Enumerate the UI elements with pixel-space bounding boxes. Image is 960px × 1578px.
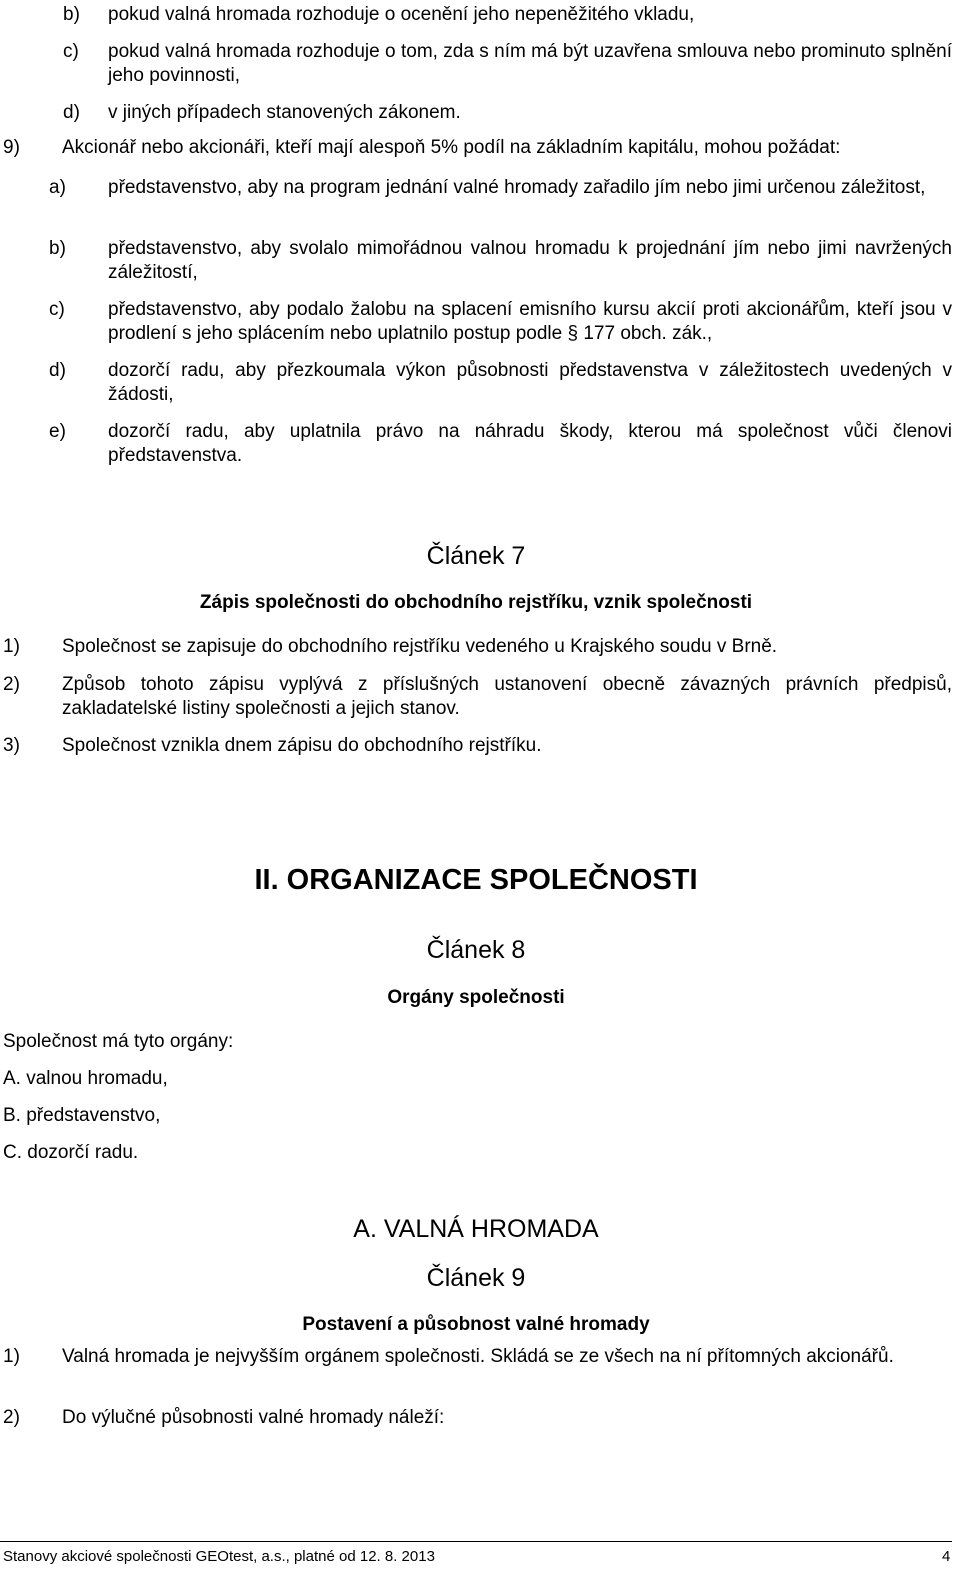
point-text: Do výlučné působnosti valné hromady náleží: [62,1407,445,1428]
article-title: Článek 7 [426,542,526,570]
article-subtitle: Zápis společnosti do obchodního rejstříku, vznik společnosti [199,592,753,613]
point-number: 9) [3,137,20,158]
organ-item: B. představenstvo, [3,1105,161,1126]
point-text: Valná hromada je nejvyšším orgánem společnosti. Skládá se ze všech na ní přítomných akcionářů. [62,1346,894,1367]
page-number: 4 [942,1548,951,1565]
list-label: b) [63,4,80,25]
list-item-text: v jiných případech stanovených zákonem. [108,102,461,123]
point-number: 1) [3,636,20,657]
point-text: Způsob tohoto zápisu vyplývá z příslušných ustanovení obecně závazných právních předpisů, zakladatelské listiny společnosti a jejich stanov. [62,674,952,719]
sublist-item-text: představenstvo, aby svolalo mimořádnou valnou hromadu k projednání jím nebo jimi navržených záležitostí, [108,238,952,283]
point-text: Společnost vznikla dnem zápisu do obchodního rejstříku. [62,735,542,756]
point-number: 2) [3,674,20,695]
point-number: 3) [3,735,20,756]
article-subtitle: Orgány společnosti [387,987,565,1008]
list-item-text: pokud valná hromada rozhoduje o ocenění jeho nepeněžitého vkladu, [108,4,695,25]
organ-item: A. valnou hromadu, [3,1068,168,1089]
footer-text: Stanovy akciové společnosti GEOtest, a.s., platné od 12. 8. 2013 [3,1548,435,1565]
organs-intro: Společnost má tyto orgány: [3,1031,234,1052]
article-subtitle: Postavení a působnost valné hromady [302,1314,650,1335]
part-heading: II. ORGANIZACE SPOLEČNOSTI [254,864,698,896]
sublist-label: c) [49,299,65,320]
sublist-label: d) [49,360,66,381]
footer-divider [0,1541,952,1542]
organ-item: C. dozorčí radu. [3,1142,139,1163]
sublist-item-text: představenstvo, aby podalo žalobu na splacení emisního kursu akcií proti akcionářům, kteří jsou v prodlení s jeho splácením nebo uplatnilo postup podle § 177 obch. zák., [108,299,952,344]
article-title: Článek 9 [426,1264,526,1292]
list-label: c) [63,41,79,62]
sublist-label: a) [49,177,66,198]
point-text: Společnost se zapisuje do obchodního rejstříku vedeného u Krajského soudu v Brně. [62,636,778,657]
sublist-item-text: dozorčí radu, aby přezkoumala výkon působnosti představenstva v záležitostech uvedených v žádosti, [108,360,952,405]
sublist-item-text: představenstvo, aby na program jednání valné hromady zařadilo jím nebo jimi určenou záležitost, [108,177,926,198]
point-number: 2) [3,1407,20,1428]
article-title: Článek 8 [426,936,526,964]
sublist-item-text: dozorčí radu, aby uplatnila právo na náhradu škody, kterou má společnost vůči členovi představenstva. [108,421,952,466]
list-label: d) [63,102,80,123]
point-number: 1) [3,1346,20,1367]
sublist-label: b) [49,238,66,259]
section-heading: A. VALNÁ HROMADA [353,1215,599,1243]
point-text: Akcionář nebo akcionáři, kteří mají alespoň 5% podíl na základním kapitálu, mohou požádat: [62,137,841,158]
list-item-text: pokud valná hromada rozhoduje o tom, zda s ním má být uzavřena smlouva nebo prominuto splnění jeho povinnosti, [108,41,952,86]
sublist-label: e) [49,421,66,442]
